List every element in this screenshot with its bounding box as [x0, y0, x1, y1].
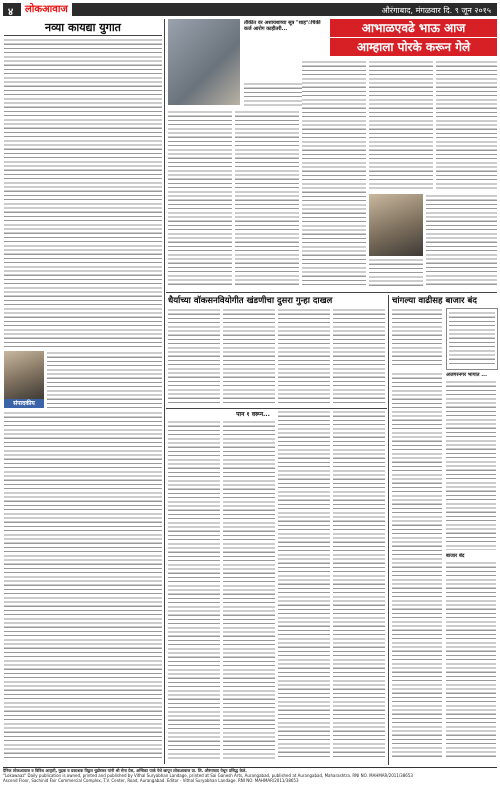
main-story-col1: [168, 110, 232, 288]
main-story-col5: [436, 60, 497, 190]
byline-badge: संपादकीय: [4, 399, 44, 408]
mid-left-col1: [168, 308, 220, 404]
mid-left-col2: [223, 308, 275, 404]
continued-subhead: पान १ वरून...: [236, 411, 270, 418]
market-label: बाजार बंद: [446, 553, 465, 559]
mid-right-col1: [392, 308, 442, 368]
main-story-col4: [369, 60, 433, 190]
left-article-headline: नव्या कायद्या युगात: [45, 21, 121, 34]
tribute-text: [426, 194, 497, 288]
lower-col4: [333, 410, 385, 760]
imprint-line2: "Lokawaaz" Daily publication is owned, printed and published by Vithal Suryabhan Landage, printed at Sai Ganesh Arts, Aurangabad, published at Aurangabad, Maharashtra. RNI NO. MAHMAR/2011/38653: [3, 773, 413, 778]
section-divider: [166, 408, 387, 409]
left-article-body: [4, 38, 162, 348]
mid-left-col4: [333, 308, 385, 404]
main-story-col2: [235, 110, 299, 288]
mid-right-headline: चांगल्या वाढीसह बाजार बंद: [392, 296, 477, 306]
section-divider: [166, 292, 497, 293]
market-box: [446, 308, 498, 370]
left-article-body-cont: [4, 411, 162, 761]
main-story-col3: [302, 60, 366, 288]
masthead-logo: लोकआवाज: [21, 3, 72, 16]
column-divider: [388, 295, 389, 765]
imprint-line3: Ascend Floor, Sachinid Fair Commercial Complex, T.V. Center, Road, Aurangabad. Editor - Vithal Suryabhan Landage. RNI NO. MAHMAR/2011/38653: [3, 778, 299, 783]
imprint-line1: दैनिक लोकआवाज व विविध आवृत्ती, मुद्रक व प्रकाशक विठ्ठल चुडोरकर यांनी श्री सेना प्रेस, अम्बिका पार्क येथे छापून लोकआवाज प्रा. लि. औरंगाबाद येथून प्रसिद्ध केले.: [3, 768, 247, 773]
tribute-photo: [369, 194, 423, 256]
right-lower-col2: [446, 380, 496, 550]
main-headline-line1: आभाळएवढे भाऊ आज: [330, 19, 497, 37]
date-line: औरंगाबाद, मंगळवार दि. ९ जून २०१५: [381, 6, 491, 15]
photo-caption: [369, 258, 423, 288]
portrait-photo: [168, 19, 240, 105]
photo-side-text: [47, 351, 162, 408]
page-header: [3, 3, 497, 16]
imprint-footer: [3, 767, 497, 793]
right-sub-heading: अजगरनगर भागात ...: [446, 372, 487, 378]
right-lower-col3: [446, 561, 496, 760]
column-divider: [164, 19, 165, 764]
mid-left-headline: धैर्याच्या वॉकसनवियोगीत खंडणीचा दुसरा गुन्हा दाखल: [168, 296, 333, 306]
mid-left-col3: [278, 308, 330, 404]
columnist-photo: [4, 351, 44, 399]
right-lower-col1: [392, 372, 442, 760]
market-box-text: [449, 311, 495, 367]
divider: [4, 35, 162, 36]
main-headline-line2: आम्हाला पोरके करून गेले: [330, 38, 497, 56]
lower-col2: [223, 420, 275, 760]
intro-heading: तौकीत वर अशायशाय्या सूत्र "शाह"ंचिकी कर्ज आरोग काहीतरी...: [244, 20, 321, 32]
lower-col3: [278, 410, 330, 760]
lower-col1: [168, 420, 220, 760]
page-number: ४: [8, 7, 14, 18]
